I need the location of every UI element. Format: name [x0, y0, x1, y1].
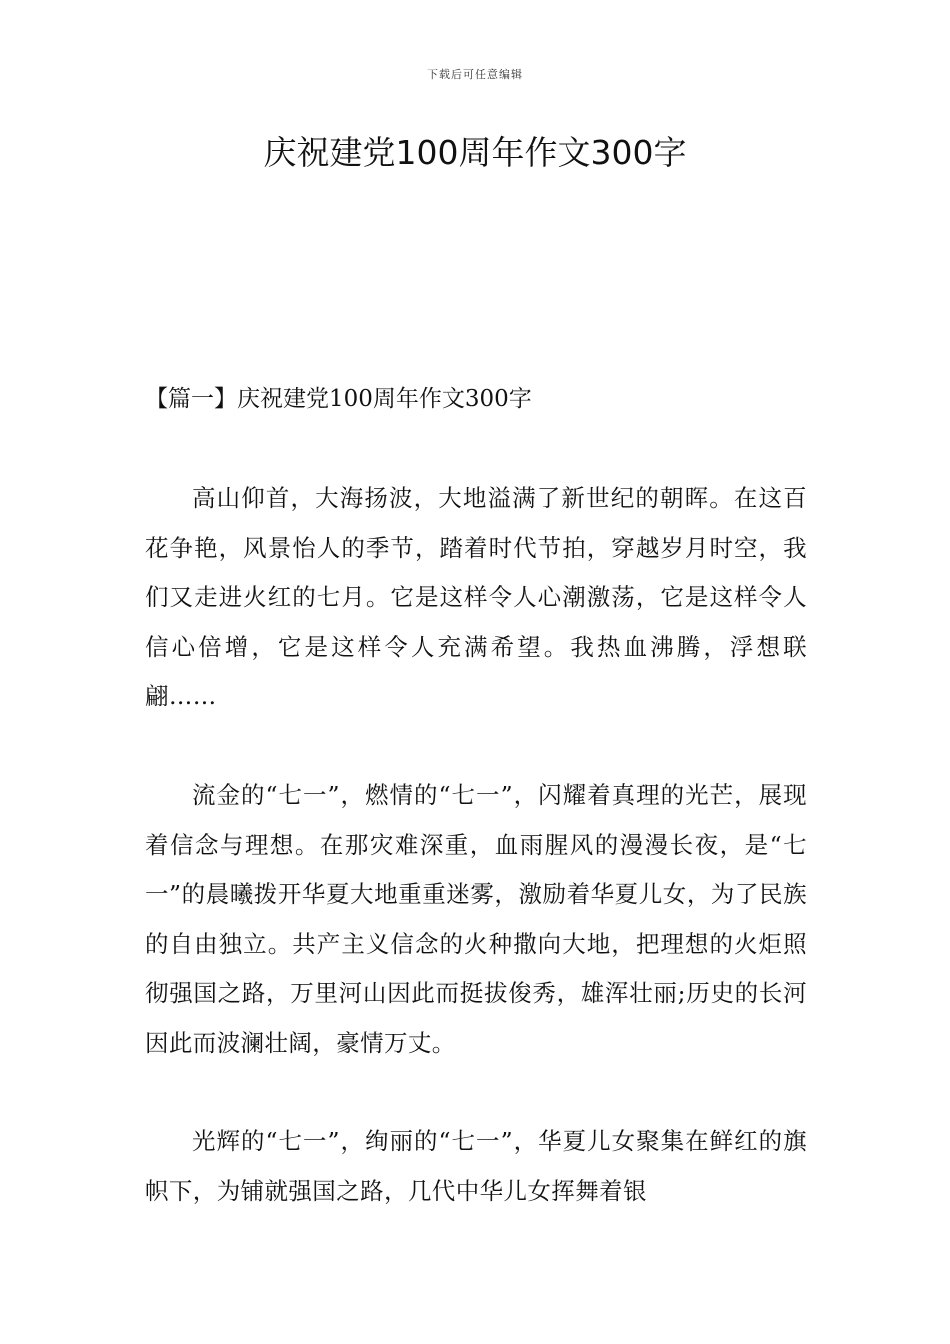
paragraph-block	[145, 474, 807, 722]
paragraph-1: 高山仰首，大海扬波，大地溢满了新世纪的朝晖。在这百花争艳，风景怡人的季节，踏着时代节拍，穿越岁月时空，我们又走进火红的七月。它是这样令人心潮激荡，它是这样令人信心倍增，它是这样令人充满希望。我热血沸腾，浮想联翩……	[145, 484, 807, 710]
document-title: 庆祝建党100周年作文300字	[263, 133, 687, 172]
paragraph-3: 光辉的“七一”，绚丽的“七一”，华夏儿女聚集在鲜红的旗帜下，为铺就强国之路，几代中华儿女挥舞着银	[145, 1127, 807, 1205]
paragraph-block	[145, 1117, 807, 1216]
header-note: 下载后可任意编辑	[427, 68, 523, 81]
paragraph-2: 流金的“七一”，燃情的“七一”，闪耀着真理的光芒，展现着信念与理想。在那灾难深重，血雨腥风的漫漫长夜，是“七一”的晨曦拨开华夏大地重重迷雾，激励着华夏儿女，为了民族的自由独立。共产主义信念的火种撒向大地，把理想的火炬照彻强国之路，万里河山因此而挺拔俊秀，雄浑壮丽;历史的长河因此而波澜壮阔，豪情万丈。	[145, 781, 807, 1057]
section-heading: 【篇一】庆祝建党100周年作文300字	[145, 386, 532, 412]
paragraph-block	[145, 771, 807, 1068]
